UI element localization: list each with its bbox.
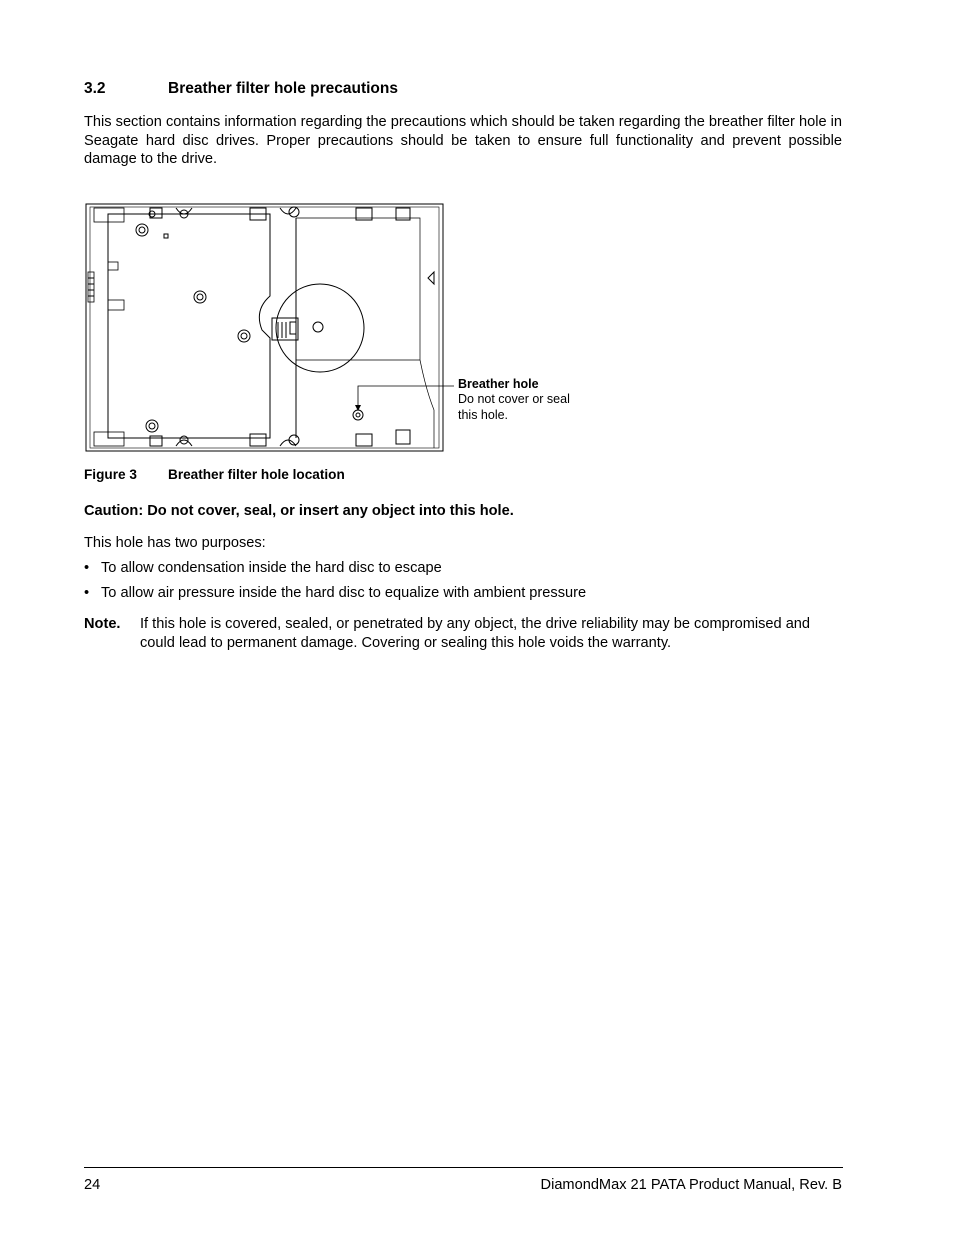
note-label: Note. bbox=[84, 616, 121, 632]
section-number: 3.2 bbox=[84, 80, 106, 97]
figure-title: Breather filter hole location bbox=[168, 467, 345, 482]
callout-line-2: this hole. bbox=[458, 408, 509, 422]
screw-group bbox=[136, 224, 250, 432]
purposes-intro: This hole has two purposes: bbox=[84, 535, 266, 551]
top-cover bbox=[296, 218, 420, 360]
footer-divider bbox=[84, 1167, 843, 1168]
caution-text: Caution: Do not cover, seal, or insert any object into this hole. bbox=[84, 503, 514, 519]
bullet-icon: • bbox=[84, 585, 90, 601]
callout-title: Breather hole bbox=[458, 377, 539, 391]
figure-caption bbox=[84, 467, 345, 482]
drive-inner-outline bbox=[90, 207, 439, 448]
callout-leader bbox=[358, 386, 454, 407]
figure-label: Figure 3 bbox=[84, 467, 137, 482]
drive-diagram-figure bbox=[84, 200, 604, 458]
bullet-icon: • bbox=[84, 560, 90, 576]
list-item: • To allow condensation inside the hard disc to escape bbox=[84, 560, 442, 576]
connector-pins bbox=[88, 272, 94, 302]
drive-diagram bbox=[84, 200, 604, 458]
triangle-marker bbox=[428, 272, 434, 284]
breather-hole bbox=[353, 410, 363, 420]
spindle-disc bbox=[276, 284, 364, 372]
intro-paragraph: This section contains information regarding the precautions which should be taken regarding the breather filter hole in Seagate hard disc drives. Proper precautions should be taken to ensure full functionality and prevent possible damage to the drive. bbox=[84, 114, 842, 167]
list-item: • To allow air pressure inside the hard disc to equalize with ambient pressure bbox=[84, 585, 587, 601]
section-title: Breather filter hole precautions bbox=[168, 80, 398, 97]
note-text: If this hole is covered, sealed, or penetrated by any object, the drive reliability may be compromised and could lead to permanent damage. Covering or sealing this hole voids the warranty. bbox=[140, 616, 811, 651]
pcb-panel bbox=[108, 214, 270, 438]
spindle-center bbox=[313, 322, 323, 332]
callout-line-1: Do not cover or seal bbox=[458, 392, 570, 406]
document-title: DiamondMax 21 PATA Product Manual, Rev. B bbox=[540, 1177, 842, 1193]
drive-outline bbox=[86, 204, 443, 451]
page-number: 24 bbox=[84, 1177, 101, 1193]
purposes-list bbox=[84, 559, 586, 609]
